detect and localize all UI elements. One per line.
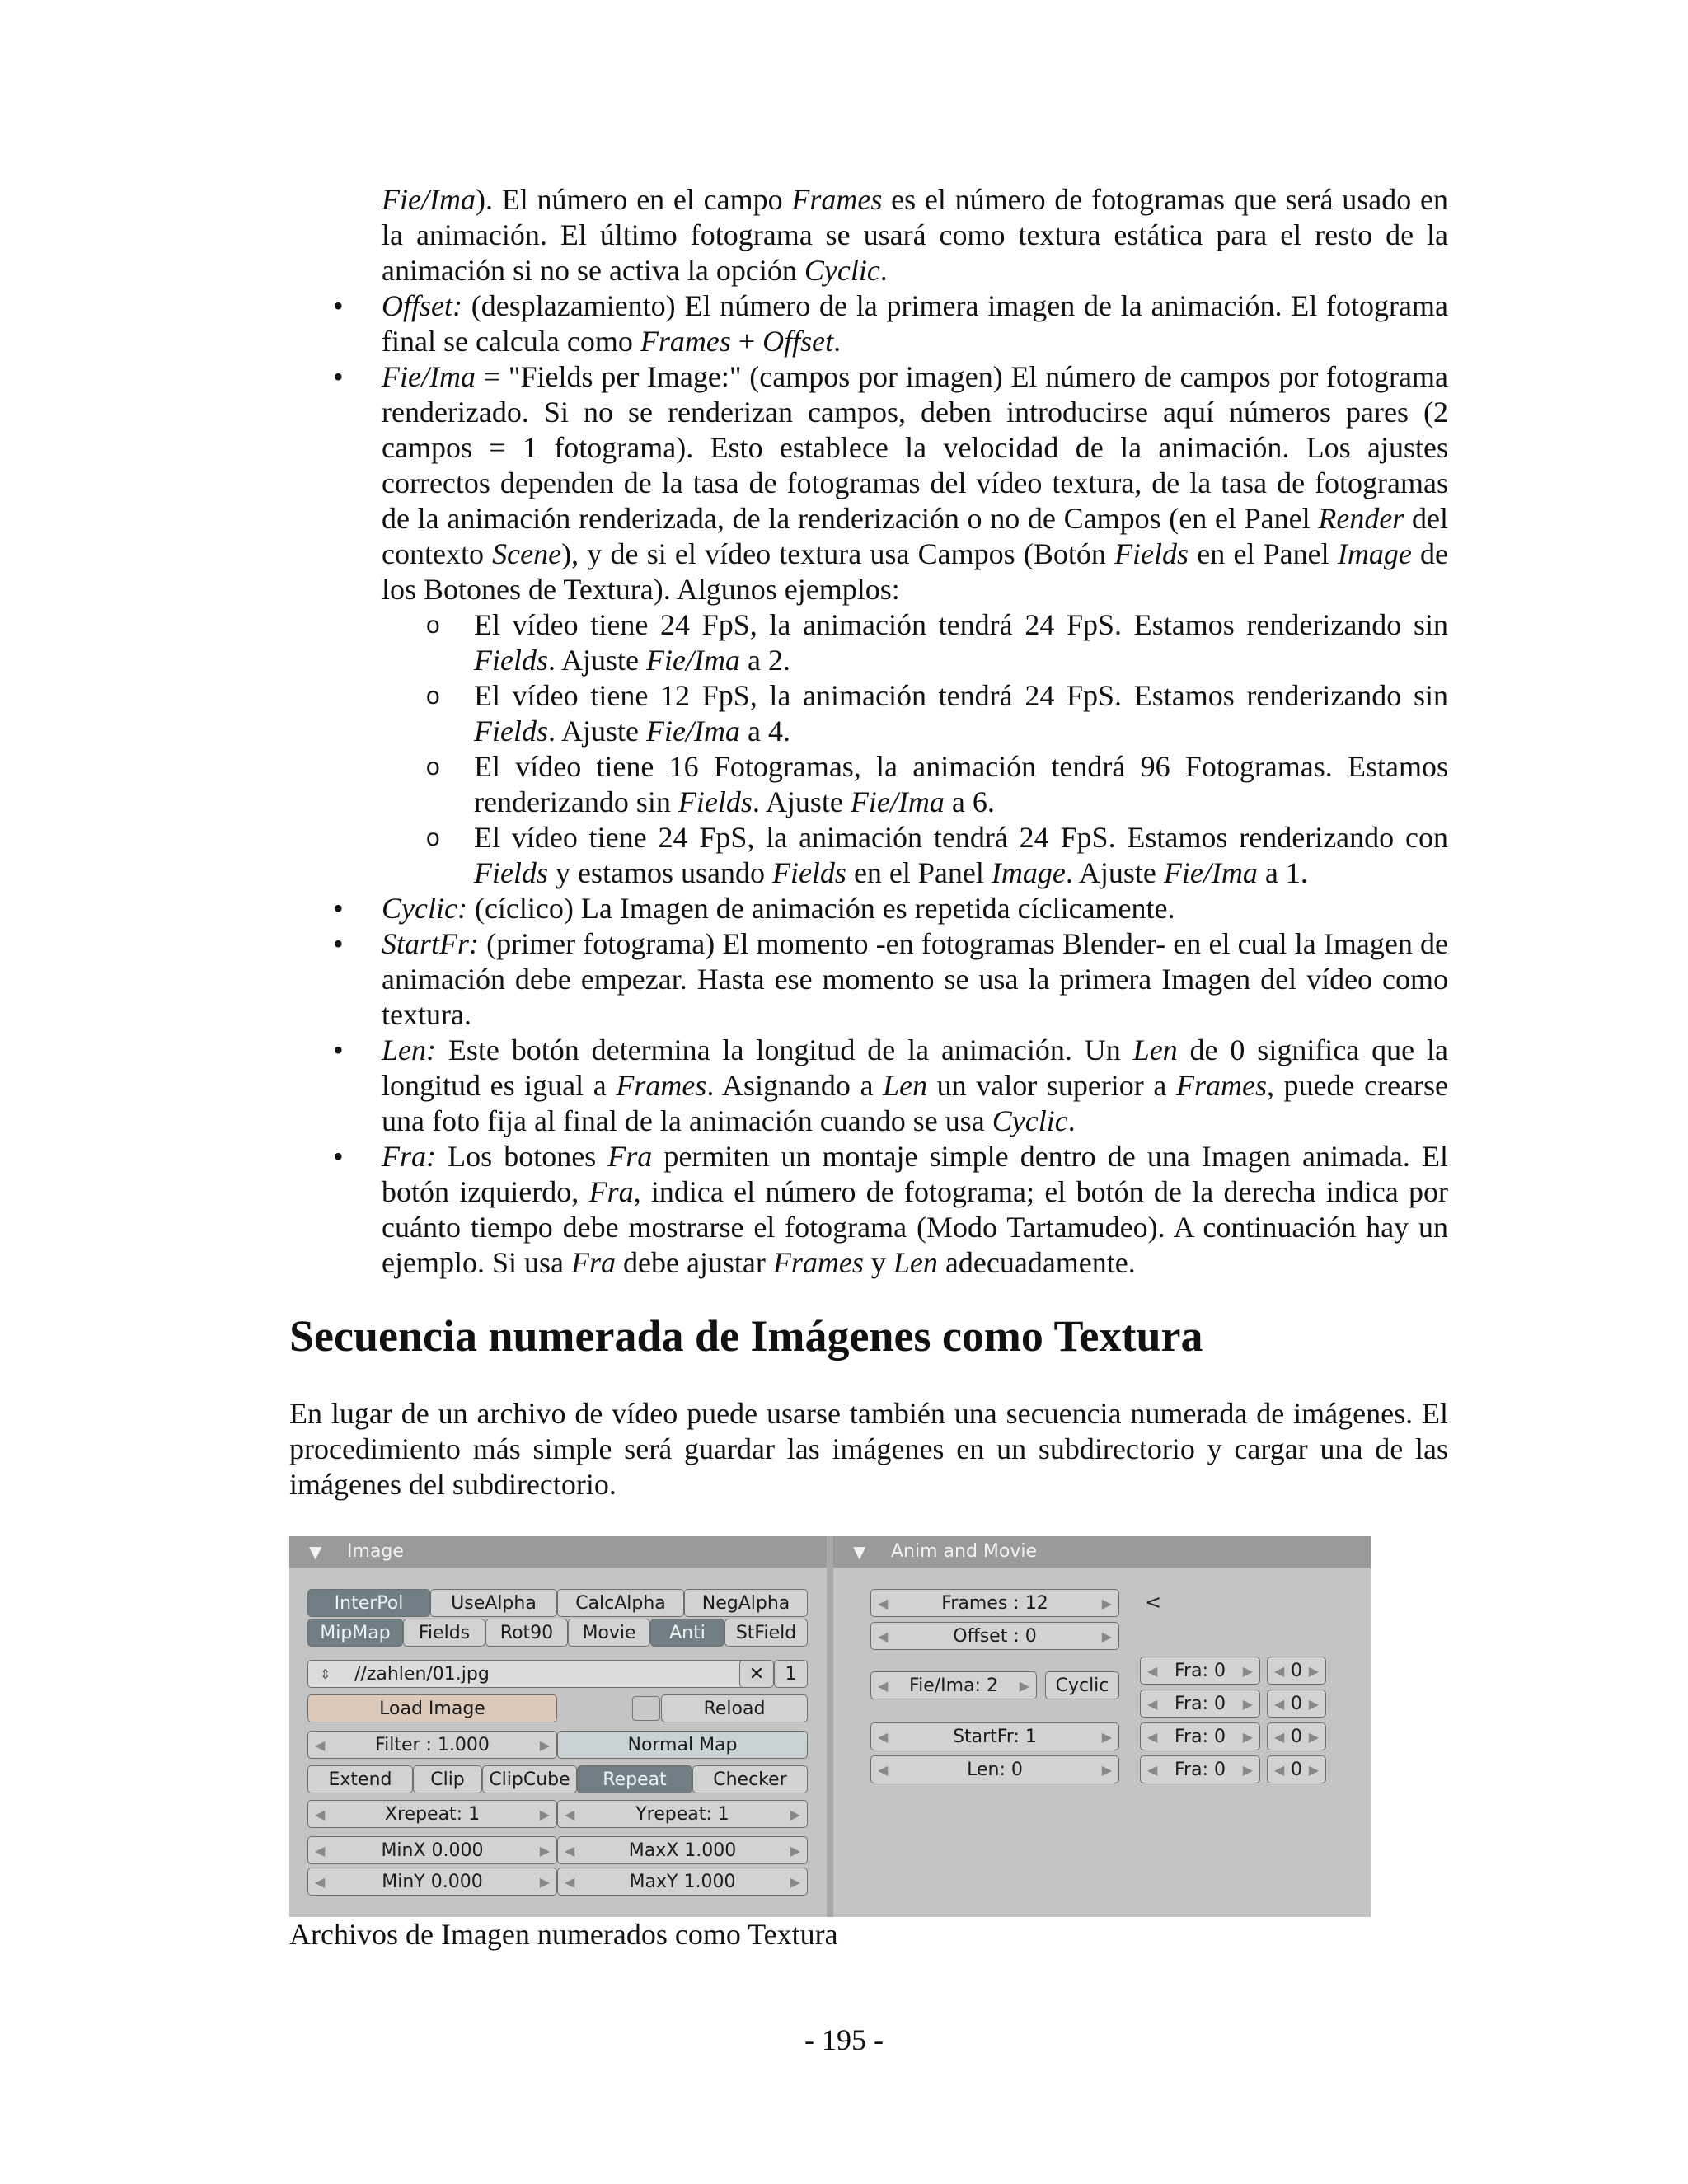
len-slider[interactable]: ◀ Len: 0 ▶ — [870, 1755, 1119, 1783]
arrow-left-icon[interactable]: ◀ — [1274, 1762, 1285, 1778]
fie-ima-slider[interactable]: ◀ Fie/Ima: 2 ▶ — [870, 1671, 1037, 1699]
example-sublist — [382, 607, 1448, 891]
stfield-button[interactable]: StField — [724, 1619, 808, 1647]
list-item: • Cyclic: (cíclico) La Imagen de animación es repetida cíclicamente. — [333, 892, 1175, 925]
anim-and-movie-panel — [833, 1536, 1371, 1917]
list-item: • Fra: Los botones Fra permiten un montaje simple dentro de una Imagen animada. El botón izquierdo, Fra, indica el número de fotograma; el botón de la derecha indica por cuánto tiempo debe mostrarse el fotograma (Modo Tartamudeo). A continuación hay un ejemplo. Si usa Fra debe ajustar Frames y Len adecuadamente. — [333, 1140, 1449, 1279]
arrow-left-icon[interactable]: ◀ — [878, 1729, 889, 1745]
fra-frame-slider[interactable]: ◀ Fra: 0 ▶ — [1140, 1690, 1260, 1718]
list-item: • Offset: (desplazamiento) El número de la primera imagen de la animación. El fotograma final se calcula como Frames + Offset. — [333, 289, 1448, 358]
arrow-left-icon[interactable]: ◀ — [878, 1596, 889, 1611]
arrow-right-icon[interactable]: ▶ — [1308, 1696, 1319, 1712]
load-image-button[interactable]: Load Image — [307, 1694, 557, 1722]
list-item: o El vídeo tiene 24 FpS, la animación tendrá 24 FpS. Estamos renderizando con Fields y estamos usando Fields en el Panel Image. Ajuste Fie/Ima a 1. — [426, 821, 1448, 889]
arrow-right-icon[interactable]: ▶ — [1101, 1596, 1112, 1611]
arrow-left-icon[interactable]: ◀ — [565, 1874, 575, 1890]
arrow-left-icon[interactable]: ◀ — [315, 1737, 326, 1753]
blender-texture-screenshot — [289, 1536, 1371, 1917]
anti-button[interactable]: Anti — [650, 1619, 724, 1647]
page-number: - 195 - — [804, 2023, 884, 2056]
list-item: o El vídeo tiene 24 FpS, la animación tendrá 24 FpS. Estamos renderizando sin Fields. Ajuste Fie/Ima a 2. — [426, 608, 1448, 677]
interpol-button[interactable]: InterPol — [307, 1589, 430, 1617]
arrow-right-icon[interactable]: ▶ — [790, 1843, 800, 1858]
repeat-button[interactable]: Repeat — [577, 1765, 692, 1793]
arrow-right-icon[interactable]: ▶ — [539, 1807, 550, 1822]
arrow-right-icon[interactable]: ▶ — [1101, 1729, 1112, 1745]
clipcube-button[interactable]: ClipCube — [482, 1765, 577, 1793]
maxy-slider[interactable]: ◀ MaxY 1.000 ▶ — [557, 1868, 808, 1896]
arrow-left-icon[interactable]: ◀ — [878, 1678, 889, 1694]
fra-frame-slider[interactable]: ◀ Fra: 0 ▶ — [1140, 1722, 1260, 1750]
arrow-right-icon[interactable]: ▶ — [1308, 1663, 1319, 1679]
arrow-left-icon[interactable]: ◀ — [878, 1762, 889, 1778]
normal-map-button[interactable]: Normal Map — [557, 1731, 808, 1759]
arrow-right-icon[interactable]: ▶ — [1308, 1762, 1319, 1778]
arrow-left-icon[interactable]: ◀ — [1147, 1729, 1158, 1745]
image-panel — [289, 1536, 827, 1917]
arrow-left-icon[interactable]: ◀ — [315, 1843, 326, 1858]
mipmap-button[interactable]: MipMap — [307, 1619, 403, 1647]
yrepeat-slider[interactable]: ◀ Yrepeat: 1 ▶ — [557, 1800, 808, 1828]
minx-slider[interactable]: ◀ MinX 0.000 ▶ — [307, 1836, 557, 1864]
arrow-right-icon[interactable]: ▶ — [1242, 1729, 1253, 1745]
arrow-right-icon[interactable]: ▶ — [1242, 1663, 1253, 1679]
collapse-triangle-icon[interactable]: ▼ — [309, 1542, 322, 1562]
arrow-left-icon[interactable]: ◀ — [315, 1874, 326, 1890]
arrow-left-icon[interactable]: ◀ — [1147, 1696, 1158, 1712]
arrow-right-icon[interactable]: ▶ — [1019, 1678, 1029, 1694]
fra-length-slider[interactable]: ◀ 0 ▶ — [1267, 1722, 1326, 1750]
less-than-label: < — [1145, 1591, 1162, 1614]
frames-slider[interactable]: ◀ Frames : 12 ▶ — [870, 1589, 1119, 1617]
arrow-right-icon[interactable]: ▶ — [790, 1874, 800, 1890]
movie-button[interactable]: Movie — [568, 1619, 650, 1647]
arrow-left-icon[interactable]: ◀ — [1147, 1663, 1158, 1679]
arrow-left-icon[interactable]: ◀ — [565, 1843, 575, 1858]
user-count-badge: 1 — [774, 1660, 808, 1688]
cyclic-button[interactable]: Cyclic — [1045, 1671, 1119, 1699]
reload-button[interactable]: Reload — [661, 1694, 808, 1722]
updown-arrows-icon[interactable]: ⇕ — [320, 1666, 331, 1682]
anim-panel-header[interactable]: ▼ Anim and Movie — [833, 1536, 1371, 1568]
collapse-triangle-icon[interactable]: ▼ — [853, 1542, 866, 1562]
fields-button[interactable]: Fields — [403, 1619, 485, 1647]
arrow-right-icon[interactable]: ▶ — [539, 1843, 550, 1858]
continuation-paragraph: Fie/Ima). El número en el campo Frames es el número de fotogramas que será usado en la animación. El último fotograma se usará como textura estática para el resto de la animación si no se activa la opción Cyclic. — [382, 183, 1449, 287]
arrow-right-icon[interactable]: ▶ — [1308, 1729, 1319, 1745]
section-heading: Secuencia numerada de Imágenes como Textura — [289, 1311, 1203, 1361]
bullet-list-top — [333, 288, 1449, 1281]
arrow-left-icon[interactable]: ◀ — [315, 1807, 326, 1822]
intro-paragraph: En lugar de un archivo de vídeo puede usarse también una secuencia numerada de imágenes. El procedimiento más simple será guardar las imágenes en un subdirectorio y cargar una de las imágenes del subdirectorio. — [289, 1397, 1448, 1501]
figure-caption: Archivos de Imagen numerados como Textura — [289, 1918, 838, 1951]
fra-frame-slider[interactable]: ◀ Fra: 0 ▶ — [1140, 1657, 1260, 1685]
unlink-x-button[interactable]: ✕ — [739, 1660, 774, 1688]
image-file-path-field[interactable]: ⇕ //zahlen/01.jpg — [307, 1660, 757, 1688]
arrow-left-icon[interactable]: ◀ — [1274, 1729, 1285, 1745]
extend-button[interactable]: Extend — [307, 1765, 413, 1793]
maxx-slider[interactable]: ◀ MaxX 1.000 ▶ — [557, 1836, 808, 1864]
rot90-button[interactable]: Rot90 — [485, 1619, 568, 1647]
fra-length-slider[interactable]: ◀ 0 ▶ — [1267, 1657, 1326, 1685]
startfr-slider[interactable]: ◀ StartFr: 1 ▶ — [870, 1722, 1119, 1750]
list-item: • Fie/Ima = "Fields per Image:" (campos por imagen) El número de campos por fotograma renderizado. Si no se renderizan campos, deben introducirse aquí números pares (2 campos = 1 fotograma). Esto establece la velocidad de la animación. Los ajustes correctos dependen de la tasa de fotogramas del vídeo textura, de la tasa de fotogramas de la animación renderizada, de la renderización o no de Campos (en el Panel Render del contexto Scene), y de si el vídeo textura usa Campos (Botón Fields en el Panel Image de los Botones de Textura). Algunos ejemplos: o El vídeo tiene 24 FpS, la animación tendrá 24 FpS. Estamos renderizando sin Fields. Ajuste Fie/Ima a 2. o El vídeo tiene 12 FpS, la animación tendrá 24 FpS. Estamos renderizando sin Fields. Ajuste Fie/Ima a 4. o El vídeo tiene 16 Fotogramas, la animación tendrá 96 Fotogramas. Estamos renderizando sin Fields. Ajuste Fie/Ima a 6. o El vídeo tiene 24 FpS, la animación tendrá 24 FpS. Estamos renderizando con Fields y estamos usando Fields en el Panel Image. Ajuste Fie/Ima a 1. — [333, 360, 1448, 889]
arrow-left-icon[interactable]: ◀ — [878, 1629, 889, 1644]
arrow-left-icon[interactable]: ◀ — [565, 1807, 575, 1822]
xrepeat-slider[interactable]: ◀ Xrepeat: 1 ▶ — [307, 1800, 557, 1828]
arrow-left-icon[interactable]: ◀ — [1274, 1663, 1285, 1679]
list-item: • StartFr: (primer fotograma) El momento -en fotogramas Blender- en el cual la Imagen de animación debe empezar. Hasta ese momento se usa la primera Imagen del vídeo como textura. — [333, 927, 1448, 1031]
arrow-right-icon[interactable]: ▶ — [539, 1737, 550, 1753]
image-panel-header[interactable]: ▼ Image — [289, 1536, 827, 1568]
miny-slider[interactable]: ◀ MinY 0.000 ▶ — [307, 1868, 557, 1896]
arrow-right-icon[interactable]: ▶ — [1242, 1696, 1253, 1712]
usealpha-button[interactable]: UseAlpha — [430, 1589, 557, 1617]
image-browse-icon[interactable] — [632, 1696, 660, 1721]
list-item: • Len: Este botón determina la longitud de la animación. Un Len de 0 significa que la longitud es igual a Frames. Asignando a Len un valor superior a Frames, puede crearse una foto fija al final de la animación cuando se usa Cyclic. — [333, 1033, 1449, 1137]
calcalpha-button[interactable]: CalcAlpha — [557, 1589, 684, 1617]
arrow-right-icon[interactable]: ▶ — [1242, 1762, 1253, 1778]
list-item: o El vídeo tiene 16 Fotogramas, la animación tendrá 96 Fotogramas. Estamos renderizando sin Fields. Ajuste Fie/Ima a 6. — [426, 750, 1448, 818]
arrow-left-icon[interactable]: ◀ — [1274, 1696, 1285, 1712]
arrow-right-icon[interactable]: ▶ — [1101, 1762, 1112, 1778]
negalpha-button[interactable]: NegAlpha — [684, 1589, 808, 1617]
fra-length-slider[interactable]: ◀ 0 ▶ — [1267, 1690, 1326, 1718]
fra-length-slider[interactable]: ◀ 0 ▶ — [1267, 1755, 1326, 1783]
arrow-right-icon[interactable]: ▶ — [539, 1874, 550, 1890]
checker-button[interactable]: Checker — [692, 1765, 808, 1793]
list-item: o El vídeo tiene 12 FpS, la animación tendrá 24 FpS. Estamos renderizando sin Fields. Ajuste Fie/Ima a 4. — [426, 679, 1448, 748]
fra-frame-slider[interactable]: ◀ Fra: 0 ▶ — [1140, 1755, 1260, 1783]
clip-button[interactable]: Clip — [413, 1765, 482, 1793]
arrow-left-icon[interactable]: ◀ — [1147, 1762, 1158, 1778]
arrow-right-icon[interactable]: ▶ — [790, 1807, 800, 1822]
filter-slider[interactable]: ◀ Filter : 1.000 ▶ — [307, 1731, 557, 1759]
arrow-right-icon[interactable]: ▶ — [1101, 1629, 1112, 1644]
offset-slider[interactable]: ◀ Offset : 0 ▶ — [870, 1622, 1119, 1650]
